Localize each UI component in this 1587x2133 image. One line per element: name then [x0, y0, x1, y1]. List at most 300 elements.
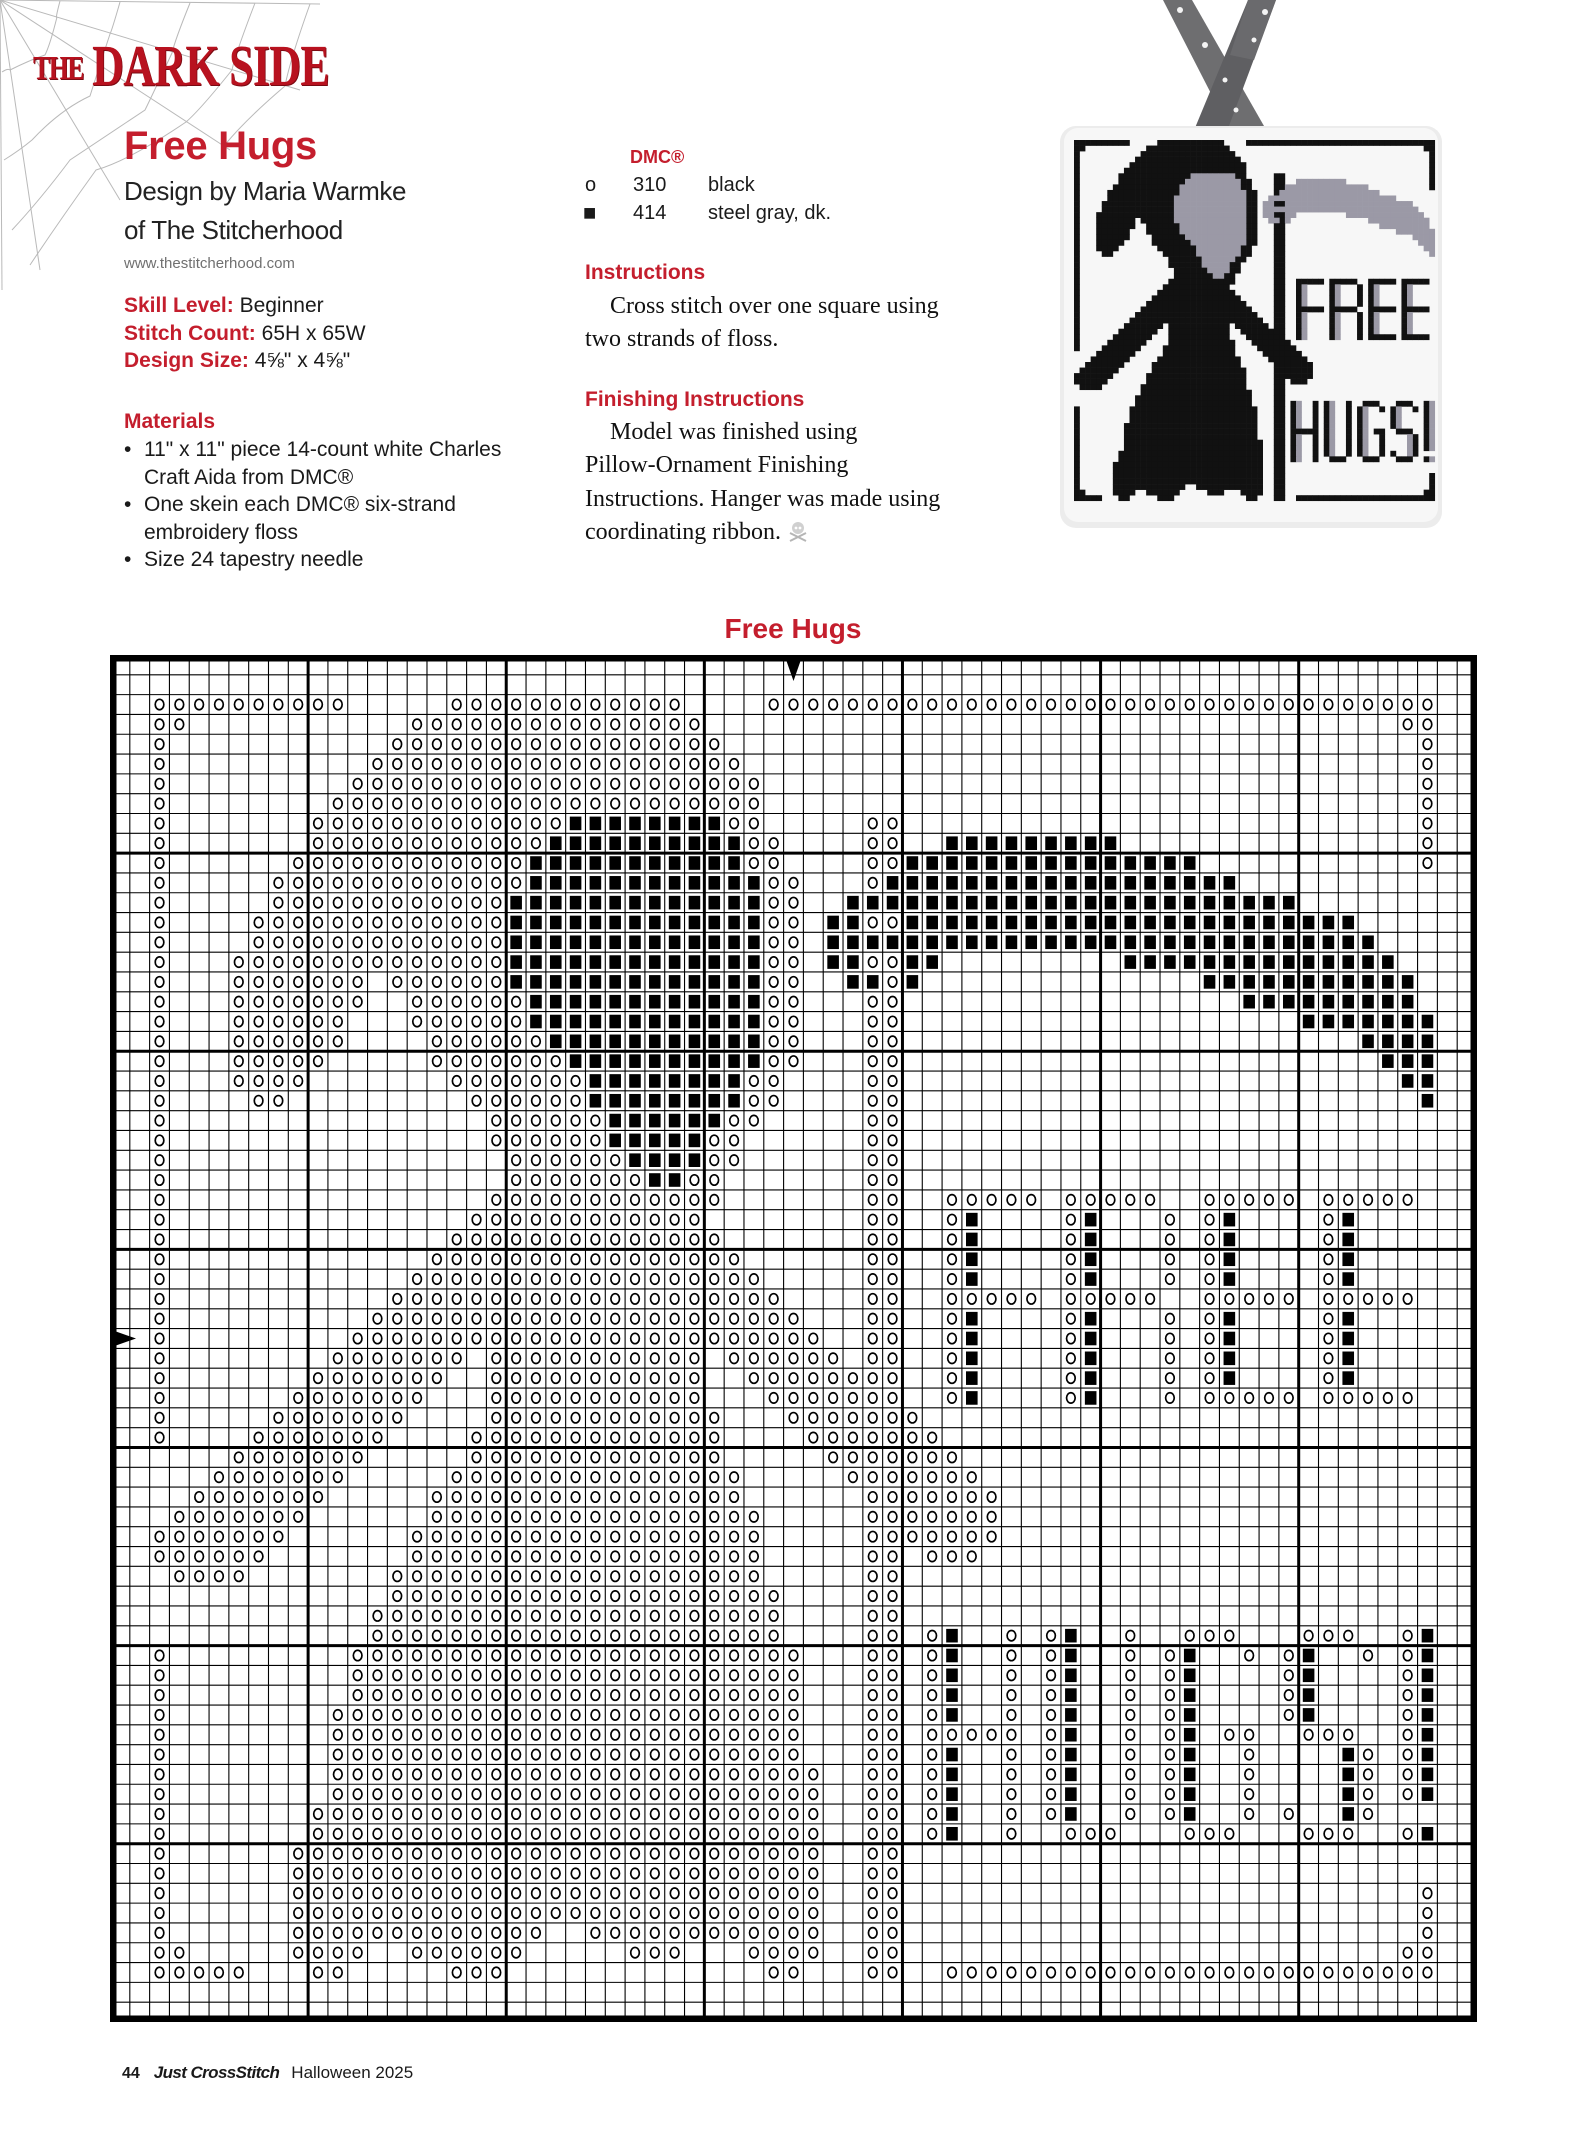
photo-stitch-gray: [1213, 196, 1219, 202]
photo-stitch-black: [1224, 340, 1230, 346]
photo-stitch-black: [1202, 479, 1208, 485]
photo-stitch-gray: [1185, 229, 1191, 235]
stitch-414-steel-gray: [1006, 916, 1018, 930]
photo-stitch-black: [1229, 312, 1235, 318]
photo-stitch-gray: [1196, 184, 1202, 190]
photo-stitch-black: [1130, 406, 1136, 412]
photo-stitch-gray: [1235, 218, 1241, 224]
photo-stitch-gray: [1429, 229, 1435, 235]
photo-stitch-gray: [1329, 423, 1335, 429]
photo-stitch-black: [1246, 473, 1252, 479]
photo-stitch-black: [1218, 412, 1224, 418]
photo-stitch-gray: [1313, 196, 1319, 202]
photo-stitch-black: [1130, 451, 1136, 457]
photo-stitch-gray: [1340, 196, 1346, 202]
photo-stitch-black: [1213, 479, 1219, 485]
photo-stitch-black: [1124, 479, 1130, 485]
photo-stitch-black: [1085, 140, 1091, 146]
photo-stitch-black: [1196, 323, 1202, 329]
photo-stitch-black: [1202, 362, 1208, 368]
photo-stitch-black: [1141, 423, 1147, 429]
photo-stitch-black: [1224, 373, 1230, 379]
photo-stitch-black: [1252, 190, 1258, 196]
photo-stitch-black: [1191, 157, 1197, 163]
stitch-414-steel-gray: [1422, 1094, 1434, 1108]
photo-stitch-black: [1163, 351, 1169, 357]
photo-stitch-black: [1202, 379, 1208, 385]
photo-stitch-black: [1196, 273, 1202, 279]
stitch-414-steel-gray: [966, 1391, 978, 1405]
photo-stitch-black: [1324, 434, 1330, 440]
photo-stitch-black: [1224, 356, 1230, 362]
photo-stitch-gray: [1174, 196, 1180, 202]
photo-stitch-black: [1246, 329, 1252, 335]
photo-stitch-black: [1157, 312, 1163, 318]
photo-stitch-black: [1157, 323, 1163, 329]
photo-stitch-gray: [1285, 201, 1291, 207]
photo-stitch-black: [1246, 196, 1252, 202]
photo-stitch-black: [1135, 179, 1141, 185]
photo-stitch-black: [1290, 140, 1296, 146]
photo-stitch-gray: [1418, 240, 1424, 246]
photo-stitch-gray: [1202, 184, 1208, 190]
photo-stitch-gray: [1363, 207, 1369, 213]
photo-stitch-gray: [1207, 190, 1213, 196]
photo-stitch-gray: [1329, 201, 1335, 207]
photo-stitch-black: [1329, 312, 1335, 318]
photo-stitch-black: [1207, 479, 1213, 485]
photo-stitch-black: [1279, 390, 1285, 396]
photo-stitch-black: [1224, 368, 1230, 374]
stitch-414-steel-gray: [629, 1074, 641, 1088]
stitch-414-steel-gray: [1422, 1054, 1434, 1068]
photo-stitch-black: [1080, 373, 1086, 379]
photo-stitch-black: [1224, 440, 1230, 446]
stitch-414-steel-gray: [1164, 856, 1176, 870]
photo-stitch-black: [1224, 362, 1230, 368]
photo-stitch-black: [1246, 423, 1252, 429]
photo-stitch-gray: [1385, 196, 1391, 202]
photo-stitch-black: [1202, 456, 1208, 462]
photo-stitch-black: [1340, 495, 1346, 501]
photo-stitch-gray: [1218, 184, 1224, 190]
photo-stitch-black: [1141, 307, 1147, 313]
photo-stitch-gray: [1379, 212, 1385, 218]
photo-stitch-black: [1229, 429, 1235, 435]
photo-stitch-black: [1213, 168, 1219, 174]
photo-stitch-black: [1141, 429, 1147, 435]
photo-stitch-gray: [1363, 196, 1369, 202]
photo-stitch-black: [1274, 368, 1280, 374]
photo-stitch-black: [1241, 479, 1247, 485]
photo-stitch-black: [1113, 184, 1119, 190]
photo-stitch-black: [1213, 301, 1219, 307]
photo-stitch-black: [1279, 295, 1285, 301]
photo-stitch-gray: [1335, 284, 1341, 290]
photo-stitch-black: [1252, 434, 1258, 440]
photo-stitch-gray: [1340, 184, 1346, 190]
photo-stitch-black: [1168, 329, 1174, 335]
photo-stitch-black: [1290, 445, 1296, 451]
photo-stitch-black: [1196, 412, 1202, 418]
photo-stitch-black: [1146, 323, 1152, 329]
photo-stitch-black: [1257, 451, 1263, 457]
photo-stitch-black: [1229, 412, 1235, 418]
photo-stitch-black: [1141, 479, 1147, 485]
photo-stitch-black: [1229, 273, 1235, 279]
photo-stitch-black: [1191, 412, 1197, 418]
stitch-414-steel-gray: [1006, 935, 1018, 949]
stitch-414-steel-gray: [847, 955, 859, 969]
photo-stitch-black: [1118, 334, 1124, 340]
photo-stitch-black: [1157, 162, 1163, 168]
photo-stitch-black: [1124, 140, 1130, 146]
photo-stitch-black: [1074, 196, 1080, 202]
photo-stitch-black: [1141, 440, 1147, 446]
photo-stitch-black: [1213, 290, 1219, 296]
photo-stitch-gray: [1385, 207, 1391, 213]
stitch-414-steel-gray: [669, 1114, 681, 1128]
photo-stitch-black: [1274, 467, 1280, 473]
photo-stitch-black: [1163, 384, 1169, 390]
stitch-414-steel-gray: [946, 1768, 958, 1782]
photo-stitch-black: [1202, 307, 1208, 313]
photo-stitch-black: [1179, 412, 1185, 418]
photo-stitch-gray: [1296, 456, 1302, 462]
photo-stitch-black: [1152, 379, 1158, 385]
photo-stitch-black: [1196, 301, 1202, 307]
photo-stitch-black: [1229, 462, 1235, 468]
photo-stitch-black: [1235, 157, 1241, 163]
photo-stitch-black: [1074, 229, 1080, 235]
photo-stitch-gray: [1324, 190, 1330, 196]
photo-stitch-gray: [1396, 218, 1402, 224]
photo-stitch-gray: [1374, 295, 1380, 301]
photo-stitch-black: [1235, 406, 1241, 412]
photo-stitch-gray: [1235, 251, 1241, 257]
photo-stitch-black: [1324, 418, 1330, 424]
photo-stitch-black: [1163, 484, 1169, 490]
photo-stitch-black: [1346, 279, 1352, 285]
photo-stitch-gray: [1229, 234, 1235, 240]
photo-stitch-gray: [1363, 212, 1369, 218]
photo-stitch-gray: [1235, 190, 1241, 196]
stitch-414-steel-gray: [748, 975, 760, 989]
photo-stitch-gray: [1290, 184, 1296, 190]
stitch-414-steel-gray: [728, 896, 740, 910]
photo-stitch-black: [1313, 279, 1319, 285]
photo-stitch-black: [1218, 340, 1224, 346]
photo-stitch-black: [1191, 451, 1197, 457]
materials-item: • One skein each DMC® six-strand embroidery floss: [124, 493, 456, 544]
stitch-414-steel-gray: [966, 896, 978, 910]
photo-stitch-gray: [1241, 240, 1247, 246]
photo-stitch-gray: [1207, 201, 1213, 207]
photo-stitch-black: [1274, 484, 1280, 490]
photo-stitch-black: [1179, 323, 1185, 329]
photo-stitch-black: [1213, 384, 1219, 390]
photo-stitch-black: [1146, 406, 1152, 412]
photo-stitch-black: [1163, 429, 1169, 435]
stitch-414-steel-gray: [1124, 856, 1136, 870]
photo-stitch-black: [1235, 295, 1241, 301]
photo-stitch-gray: [1274, 196, 1280, 202]
photo-stitch-gray: [1374, 318, 1380, 324]
photo-stitch-black: [1218, 484, 1224, 490]
photo-stitch-black: [1135, 412, 1141, 418]
photo-stitch-black: [1074, 406, 1080, 412]
photo-stitch-black: [1113, 140, 1119, 146]
photo-stitch-black: [1207, 351, 1213, 357]
photo-stitch-black: [1118, 351, 1124, 357]
photo-stitch-black: [1329, 323, 1335, 329]
photo-stitch-black: [1235, 401, 1241, 407]
photo-stitch-black: [1146, 395, 1152, 401]
photo-stitch-black: [1107, 201, 1113, 207]
photo-stitch-black: [1174, 279, 1180, 285]
photo-stitch-black: [1218, 467, 1224, 473]
photo-stitch-black: [1152, 218, 1158, 224]
photo-stitch-black: [1191, 379, 1197, 385]
photo-stitch-black: [1279, 212, 1285, 218]
photo-stitch-black: [1218, 390, 1224, 396]
photo-stitch-black: [1202, 423, 1208, 429]
photo-stitch-black: [1252, 473, 1258, 479]
page-number: 44: [122, 2065, 140, 2082]
photo-stitch-black: [1124, 234, 1130, 240]
photo-stitch-black: [1429, 484, 1435, 490]
photo-stitch-black: [1357, 423, 1363, 429]
photo-stitch-black: [1074, 234, 1080, 240]
photo-stitch-gray: [1274, 218, 1280, 224]
photo-stitch-black: [1224, 345, 1230, 351]
photo-stitch-black: [1174, 262, 1180, 268]
photo-stitch-black: [1163, 245, 1169, 251]
photo-stitch-black: [1196, 334, 1202, 340]
photo-stitch-black: [1152, 190, 1158, 196]
photo-stitch-black: [1279, 245, 1285, 251]
stitch-414-steel-gray: [1184, 856, 1196, 870]
photo-stitch-gray: [1213, 190, 1219, 196]
photo-stitch-black: [1191, 479, 1197, 485]
photo-stitch-black: [1224, 157, 1230, 163]
photo-stitch-black: [1413, 406, 1419, 412]
photo-stitch-gray: [1241, 234, 1247, 240]
photo-stitch-gray: [1407, 295, 1413, 301]
photo-stitch-black: [1229, 395, 1235, 401]
stitch-414-steel-gray: [649, 876, 661, 890]
photo-stitch-black: [1213, 467, 1219, 473]
photo-stitch-black: [1246, 467, 1252, 473]
stitch-414-steel-gray: [1342, 1213, 1354, 1227]
photo-stitch-black: [1074, 218, 1080, 224]
photo-stitch-black: [1296, 290, 1302, 296]
stitch-414-steel-gray: [1144, 916, 1156, 930]
photo-stitch-gray: [1174, 212, 1180, 218]
photo-stitch-black: [1163, 479, 1169, 485]
stitch-414-steel-gray: [609, 975, 621, 989]
photo-stitch-black: [1102, 368, 1108, 374]
photo-stitch-black: [1429, 495, 1435, 501]
photo-stitch-black: [1241, 162, 1247, 168]
photo-stitch-black: [1324, 451, 1330, 457]
photo-stitch-black: [1135, 395, 1141, 401]
photo-stitch-gray: [1396, 207, 1402, 213]
stitch-414-steel-gray: [1382, 1015, 1394, 1029]
photo-stitch-black: [1196, 345, 1202, 351]
photo-stitch-gray: [1185, 190, 1191, 196]
photo-stitch-black: [1279, 173, 1285, 179]
photo-stitch-black: [1196, 484, 1202, 490]
photo-stitch-black: [1218, 140, 1224, 146]
stitch-414-steel-gray: [1224, 1252, 1236, 1266]
photo-stitch-black: [1091, 384, 1097, 390]
photo-stitch-black: [1168, 440, 1174, 446]
stitch-414-steel-gray: [629, 975, 641, 989]
photo-stitch-gray: [1329, 184, 1335, 190]
photo-stitch-black: [1274, 223, 1280, 229]
photo-stitch-black: [1168, 184, 1174, 190]
photo-stitch-gray: [1218, 234, 1224, 240]
photo-stitch-black: [1135, 429, 1141, 435]
photo-stitch-black: [1107, 234, 1113, 240]
photo-stitch-black: [1368, 307, 1374, 313]
photo-stitch-gray: [1335, 184, 1341, 190]
photo-stitch-black: [1324, 440, 1330, 446]
photo-stitch-black: [1196, 257, 1202, 263]
photo-stitch-black: [1213, 445, 1219, 451]
photo-stitch-black: [1157, 379, 1163, 385]
photo-stitch-gray: [1229, 223, 1235, 229]
stitch-414-steel-gray: [827, 916, 839, 930]
photo-stitch-black: [1130, 345, 1136, 351]
photo-stitch-black: [1296, 140, 1302, 146]
photo-stitch-black: [1124, 168, 1130, 174]
photo-stitch-black: [1424, 307, 1430, 313]
photo-stitch-black: [1224, 295, 1230, 301]
photo-stitch-gray: [1191, 190, 1197, 196]
photo-stitch-black: [1279, 429, 1285, 435]
photo-stitch-black: [1141, 218, 1147, 224]
instructions-heading: Instructions: [585, 261, 706, 284]
photo-stitch-gray: [1329, 451, 1335, 457]
photo-stitch-black: [1296, 279, 1302, 285]
photo-stitch-black: [1196, 456, 1202, 462]
photo-stitch-black: [1174, 456, 1180, 462]
photo-stitch-black: [1163, 168, 1169, 174]
stitch-414-steel-gray: [530, 916, 542, 930]
stitch-414-steel-gray: [708, 856, 720, 870]
photo-stitch-gray: [1285, 212, 1291, 218]
photo-stitch-gray: [1213, 251, 1219, 257]
photo-stitch-gray: [1235, 196, 1241, 202]
photo-stitch-gray: [1268, 201, 1274, 207]
photo-stitch-black: [1268, 140, 1274, 146]
photo-stitch-black: [1141, 390, 1147, 396]
photo-stitch-black: [1174, 257, 1180, 263]
photo-stitch-black: [1246, 401, 1252, 407]
photo-stitch-black: [1196, 479, 1202, 485]
photo-stitch-black: [1229, 384, 1235, 390]
photo-stitch-black: [1424, 412, 1430, 418]
photo-stitch-black: [1091, 368, 1097, 374]
stitch-414-steel-gray: [669, 995, 681, 1009]
photo-stitch-gray: [1202, 223, 1208, 229]
photo-stitch-gray: [1202, 196, 1208, 202]
logo-main: DARK SIDE: [92, 33, 330, 98]
photo-stitch-gray: [1185, 223, 1191, 229]
photo-stitch-black: [1313, 451, 1319, 457]
photo-stitch-gray: [1374, 329, 1380, 335]
photo-stitch-black: [1096, 218, 1102, 224]
photo-stitch-gray: [1224, 257, 1230, 263]
photo-stitch-gray: [1207, 251, 1213, 257]
photo-stitch-gray: [1196, 201, 1202, 207]
photo-stitch-black: [1224, 307, 1230, 313]
photo-stitch-gray: [1340, 201, 1346, 207]
photo-stitch-gray: [1302, 295, 1308, 301]
photo-stitch-gray: [1363, 184, 1369, 190]
stitch-414-steel-gray: [1045, 856, 1057, 870]
photo-stitch-black: [1368, 318, 1374, 324]
photo-stitch-black: [1074, 184, 1080, 190]
photo-stitch-black: [1157, 234, 1163, 240]
photo-stitch-gray: [1363, 440, 1369, 446]
stitch-414-steel-gray: [609, 935, 621, 949]
photo-stitch-black: [1218, 362, 1224, 368]
stitch-414-steel-gray: [966, 856, 978, 870]
photo-stitch-black: [1157, 168, 1163, 174]
photo-stitch-black: [1279, 340, 1285, 346]
photo-stitch-black: [1113, 218, 1119, 224]
photo-stitch-black: [1196, 329, 1202, 335]
project-title: Free Hugs: [124, 124, 317, 168]
photo-stitch-black: [1179, 395, 1185, 401]
photo-stitch-black: [1218, 451, 1224, 457]
photo-stitch-black: [1274, 412, 1280, 418]
photo-stitch-black: [1163, 207, 1169, 213]
photo-stitch-black: [1241, 423, 1247, 429]
photo-stitch-black: [1274, 406, 1280, 412]
photo-stitch-black: [1279, 240, 1285, 246]
photo-stitch-black: [1257, 456, 1263, 462]
photo-stitch-black: [1141, 212, 1147, 218]
photo-stitch-black: [1224, 168, 1230, 174]
stitch-414-steel-gray: [1362, 995, 1374, 1009]
stitch-414-steel-gray: [966, 876, 978, 890]
photo-stitch-black: [1113, 473, 1119, 479]
photo-stitch-gray: [1191, 229, 1197, 235]
photo-stitch-black: [1107, 212, 1113, 218]
stitch-414-steel-gray: [748, 955, 760, 969]
photo-stitch-gray: [1196, 251, 1202, 257]
photo-stitch-black: [1130, 351, 1136, 357]
photo-stitch-black: [1329, 279, 1335, 285]
photo-stitch-black: [1174, 373, 1180, 379]
photo-stitch-gray: [1407, 318, 1413, 324]
photo-stitch-black: [1174, 401, 1180, 407]
photo-stitch-black: [1224, 473, 1230, 479]
photo-stitch-black: [1157, 362, 1163, 368]
stitch-414-steel-gray: [689, 916, 701, 930]
photo-stitch-black: [1191, 151, 1197, 157]
photo-stitch-black: [1096, 240, 1102, 246]
photo-stitch-black: [1318, 140, 1324, 146]
photo-stitch-black: [1185, 323, 1191, 329]
photo-stitch-black: [1385, 334, 1391, 340]
photo-stitch-black: [1118, 456, 1124, 462]
designer-website[interactable]: www.thestitcherhood.com: [124, 255, 295, 272]
